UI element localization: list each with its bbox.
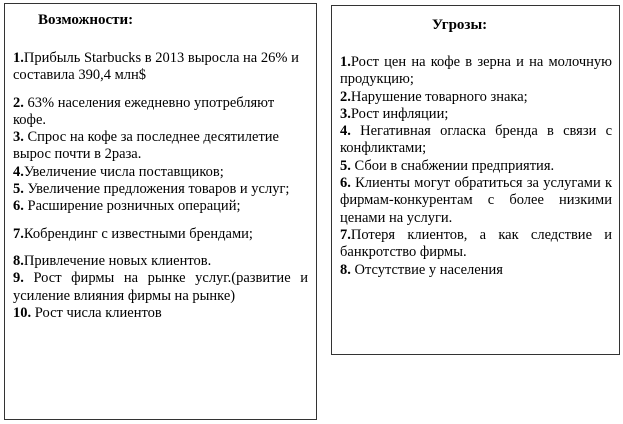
item-text: Рост цен на кофе в зерна и на молочную продукцию;: [340, 54, 612, 88]
list-item: [13, 164, 308, 181]
item-number: 10.: [13, 304, 32, 321]
list-item: [13, 50, 308, 85]
item-number: 3.: [13, 129, 24, 146]
list-item: [340, 106, 612, 123]
threats-list: [340, 54, 612, 279]
item-number: 3.: [340, 105, 351, 122]
item-number: 8.: [340, 261, 351, 278]
item-text: Рост инфляции;: [350, 105, 449, 122]
item-number: 7.: [340, 226, 351, 243]
item-number: 4.: [340, 123, 351, 140]
item-text: Сбои в снабжении предприятия.: [350, 157, 555, 174]
opportunities-title: Возможности:: [38, 12, 134, 28]
opportunities-box: [4, 3, 317, 420]
item-number: 8.: [13, 252, 24, 269]
item-number: 7.: [13, 225, 24, 242]
list-item: [13, 226, 308, 243]
list-item: [13, 129, 308, 164]
item-number: 1.: [13, 50, 24, 66]
item-text: Потеря клиентов, а как следствие и банкротство фирмы.: [340, 226, 612, 261]
item-text: Спрос на кофе за последнее десятилетие вырос почти в 2раза.: [13, 129, 279, 163]
item-text: Увеличение числа поставщиков;: [23, 163, 224, 180]
list-item: [13, 305, 308, 322]
item-text: Рост фирмы на рынке услуг.(развитие и усиление влияния фирмы на рынке): [13, 270, 308, 304]
item-text: Расширение розничных операций;: [23, 198, 241, 215]
item-text: 63% населения ежедневно употребляют кофе.: [13, 94, 275, 128]
item-text: Отсутствие у населения: [350, 261, 503, 278]
list-item: [340, 227, 612, 262]
item-number: 5.: [13, 181, 24, 198]
item-number: 1.: [340, 54, 351, 70]
item-text: Привлечение новых клиентов.: [23, 252, 212, 269]
list-item: [13, 181, 308, 198]
item-text: Рост числа клиентов: [31, 304, 162, 321]
list-item: [340, 54, 612, 89]
item-number: 2.: [13, 94, 24, 111]
list-item: [13, 95, 308, 130]
item-number: 6.: [13, 198, 24, 215]
item-number: 2.: [340, 88, 351, 105]
list-item: [340, 123, 612, 158]
threats-box: [331, 5, 620, 355]
item-number: 4.: [13, 163, 24, 180]
item-text: Увеличение предложения товаров и услуг;: [23, 181, 290, 198]
item-text: Нарушение товарного знака;: [350, 88, 528, 105]
opportunities-list: [13, 50, 308, 322]
threats-title: Угрозы:: [432, 17, 488, 33]
list-item: [340, 158, 612, 175]
item-text: Кобрендинг с известными брендами;: [23, 225, 253, 242]
item-text: Негативная огласка бренда в связи с конфликтами;: [340, 123, 612, 157]
list-item: [13, 198, 308, 215]
item-number: 9.: [13, 270, 24, 287]
list-item: [13, 270, 308, 305]
list-item: [340, 175, 612, 227]
list-item: [340, 89, 612, 106]
item-number: 5.: [340, 157, 351, 174]
item-text: Клиенты могут обратиться за услугами к фирмам-конкурентам с более низкими ценами на услуги.: [340, 175, 612, 226]
list-item: [340, 262, 612, 279]
item-text: Прибыль Starbucks в 2013 выросла на 26% и составила 390,4 млн$: [13, 50, 299, 84]
item-number: 6.: [340, 175, 351, 192]
list-item: [13, 253, 308, 270]
